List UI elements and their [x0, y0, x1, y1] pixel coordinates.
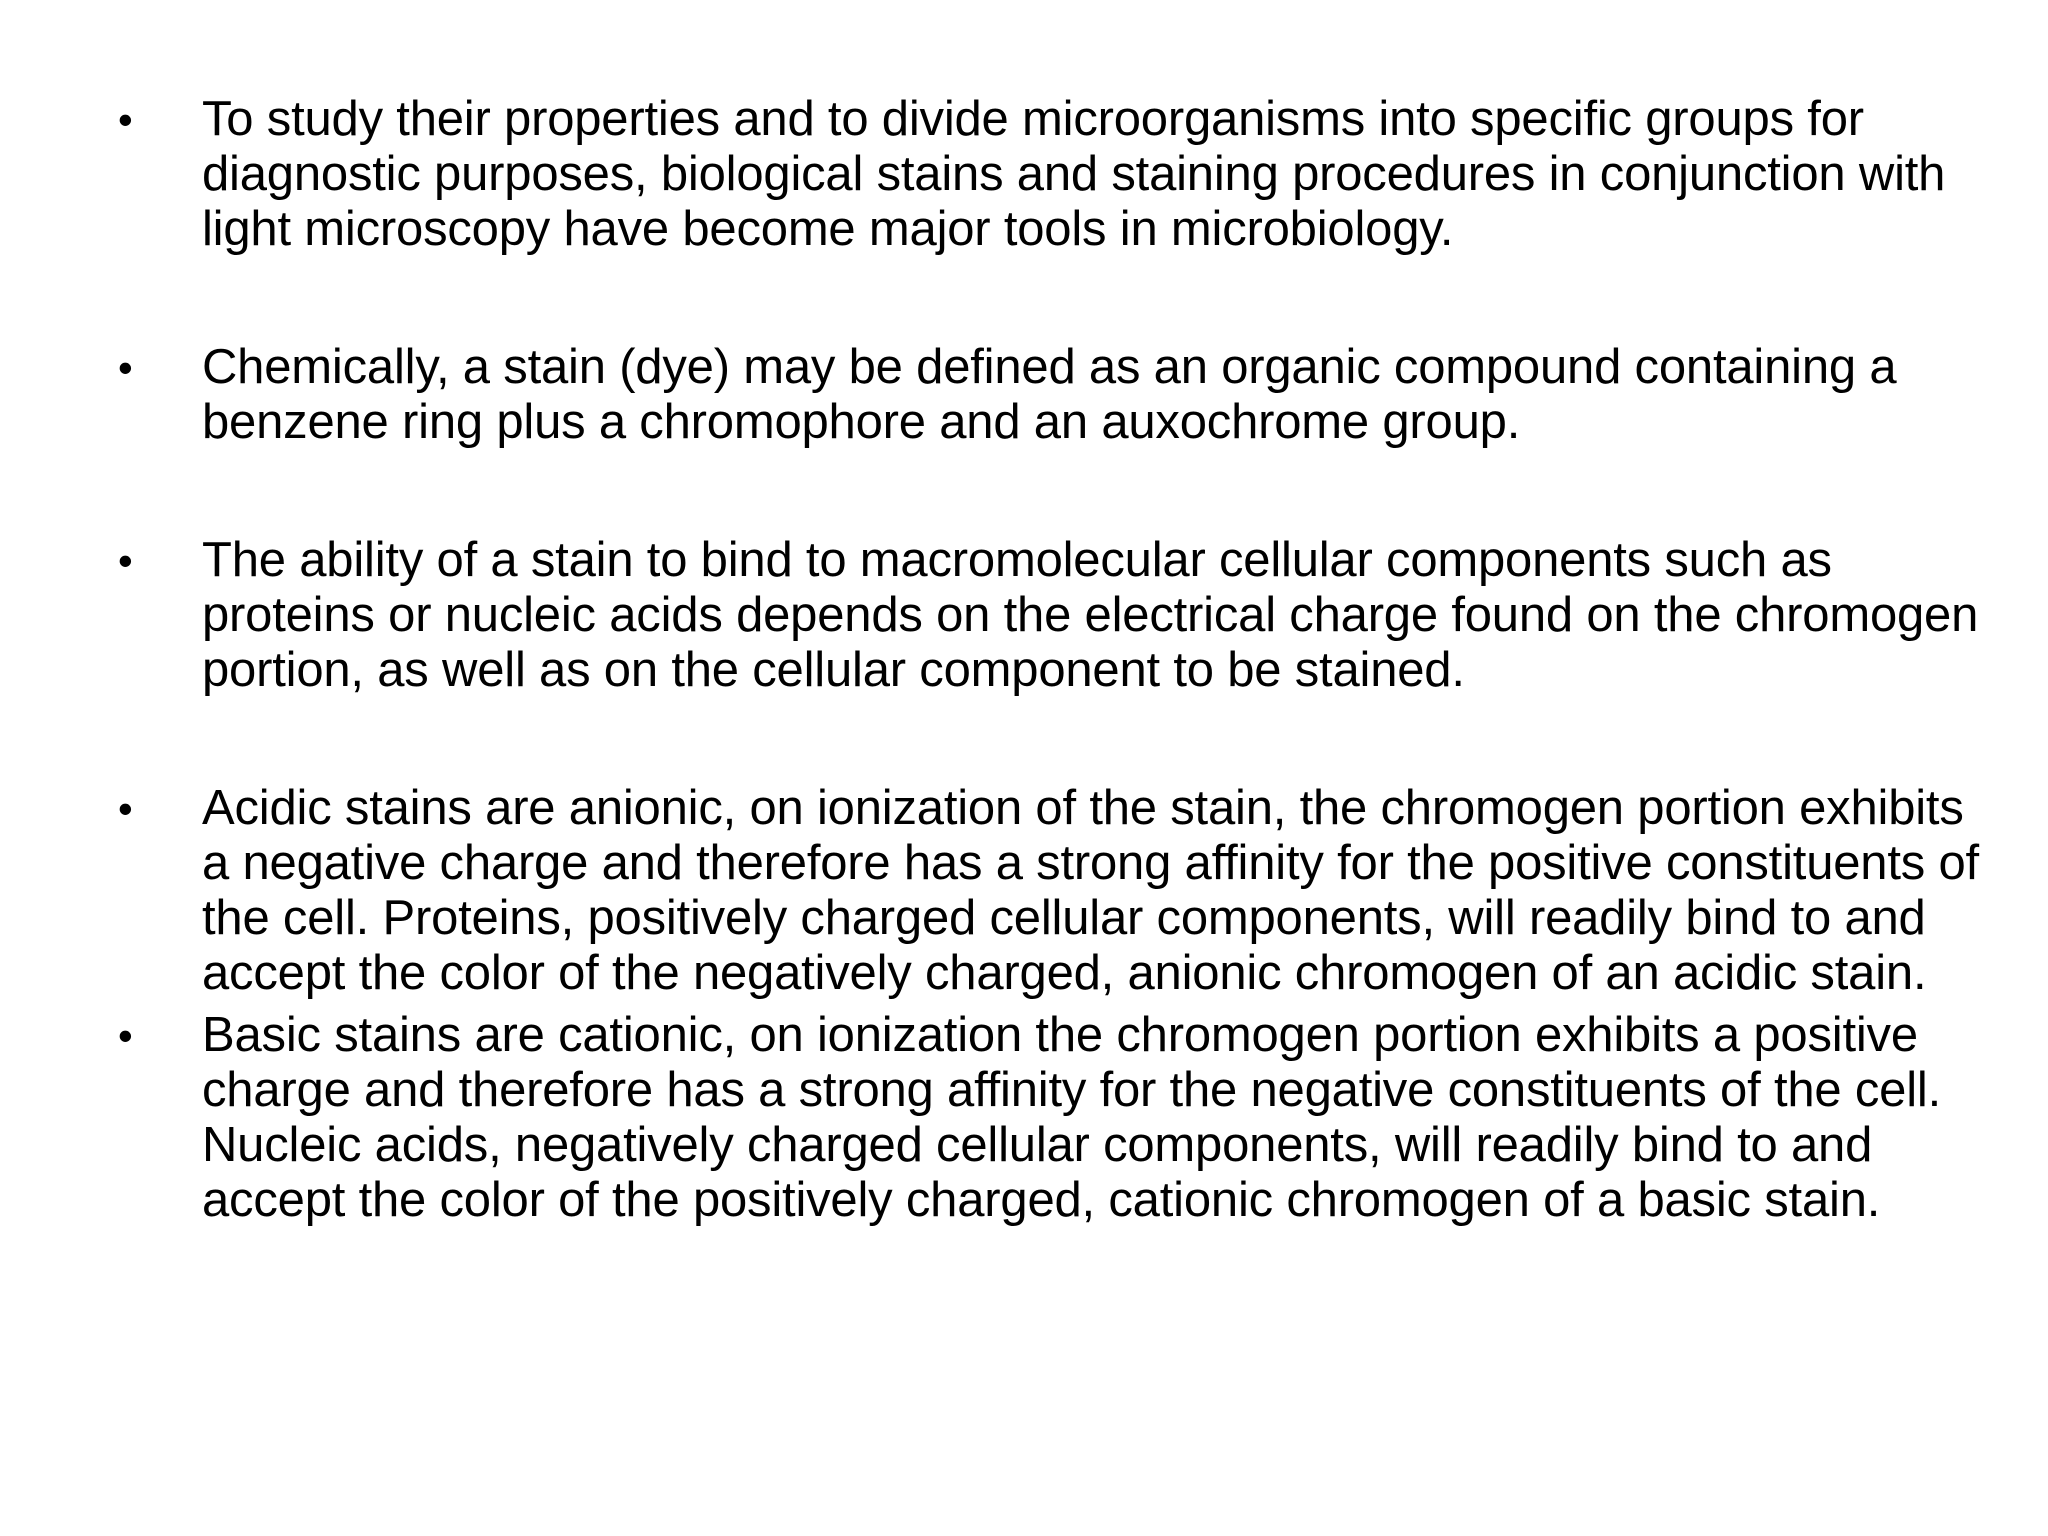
bullet-text: The ability of a stain to bind to macromolecular cellular components such as proteins or nucleic acids depends on the electrical charge found on the chromogen portion, as well as on the cellular component to be stained.: [202, 533, 1979, 697]
bullet-icon: •: [118, 96, 133, 143]
bullet-text: Basic stains are cationic, on ionization the chromogen portion exhibits a positive charge and therefore has a strong affinity for the negative constituents of the cell. Nucleic acids, negatively charged cellular components, will readily bind to and accept the color of the positively charged, cationic chromogen of a basic stain.: [202, 1008, 1942, 1227]
bullet-item-4: [118, 781, 1998, 1001]
bullet-icon: •: [118, 537, 133, 584]
bullet-text: Acidic stains are anionic, on ionization of the stain, the chromogen portion exhibits a negative charge and therefore has a strong affinity for the positive constituents of the cell. Proteins, positively charged cellular components, will readily bind to and accept the color of the negatively charged, anionic chromogen of an acidic stain.: [202, 781, 1979, 1000]
bullet-icon: •: [118, 1012, 133, 1059]
bullet-list: [118, 92, 1998, 1228]
bullet-item-2: [118, 340, 1998, 450]
bullet-icon: •: [118, 785, 133, 832]
bullet-icon: •: [118, 344, 133, 391]
bullet-item-1: [118, 92, 1998, 257]
bullet-item-3: [118, 533, 1998, 698]
bullet-text: Chemically, a stain (dye) may be defined as an organic compound containing a benzene ring plus a chromophore and an auxochrome group.: [202, 340, 1897, 449]
bullet-text: To study their properties and to divide microorganisms into specific groups for diagnostic purposes, biological stains and staining procedures in conjunction with light microscopy have become major tools in microbiology.: [202, 92, 1946, 256]
bullet-item-5: [118, 1008, 1998, 1228]
